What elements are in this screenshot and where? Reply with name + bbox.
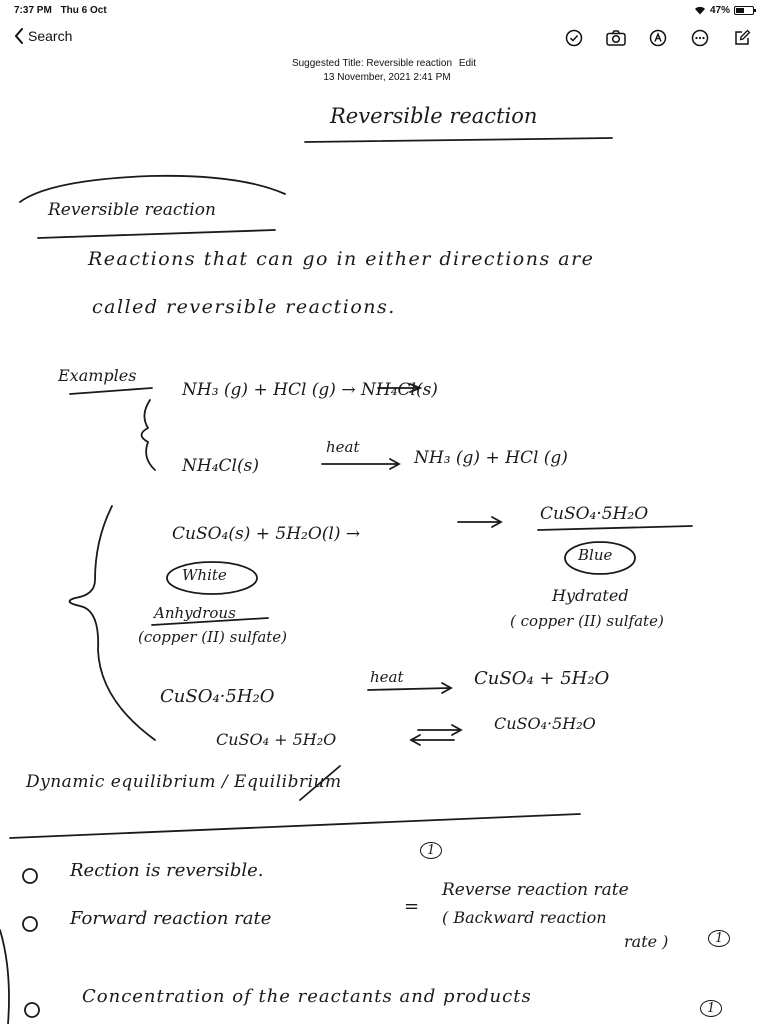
section-heading: Reversible reaction — [48, 200, 216, 220]
point-2-right-cont-2: rate ) — [624, 932, 669, 951]
examples-underline — [70, 388, 152, 394]
checkmark-circle-icon — [565, 29, 583, 47]
example-2-right: NH₃ (g) + HCl (g) — [414, 448, 568, 468]
battery-icon — [734, 6, 754, 15]
point-2-right: Reverse reaction rate — [442, 880, 629, 900]
point-2: Forward reaction rate — [70, 908, 272, 929]
examples-label: Examples — [58, 366, 137, 385]
edit-title-button[interactable]: Edit — [458, 58, 477, 69]
dynamic-equilibrium-heading: Dynamic equilibrium / Equilibrium — [26, 772, 342, 792]
blue-label: Blue — [578, 546, 613, 564]
suggested-title-text: Suggested Title: Reversible reaction — [291, 58, 453, 69]
checklist-button[interactable] — [562, 26, 586, 50]
point-2-equals: = — [404, 896, 420, 917]
status-bar — [0, 0, 768, 20]
compose-button[interactable] — [730, 26, 754, 50]
status-time: 7:37 PM — [14, 5, 52, 16]
wifi-icon — [694, 6, 706, 15]
left-edge-curve — [0, 930, 9, 1024]
hydrated-label: Hydrated — [552, 586, 629, 605]
compose-icon — [733, 29, 751, 47]
section-box-curve — [20, 176, 285, 202]
heat-arrow-2 — [368, 688, 450, 690]
more-icon — [691, 29, 709, 47]
status-right — [694, 5, 754, 16]
example-5-left: CuSO₄ + 5H₂O — [216, 730, 337, 749]
nav-bar — [0, 22, 768, 56]
definition-line-2: called reversible reactions. — [92, 296, 396, 318]
point-3-mark: 1 — [700, 1000, 722, 1017]
dynamic-underline — [10, 814, 580, 838]
note-toolbar — [562, 26, 754, 50]
example-1: NH₃ (g) + HCl (g) → NH₄Cl(s) — [182, 380, 438, 400]
point-2-mark: 1 — [708, 930, 730, 947]
bullet-3-icon — [25, 1003, 39, 1017]
brace-1 — [142, 400, 156, 470]
back-button-label: Search — [28, 28, 73, 44]
more-button[interactable] — [688, 26, 712, 50]
section-heading-underline — [38, 230, 275, 238]
heat-label-1: heat — [326, 438, 360, 456]
chevron-left-icon — [14, 28, 24, 44]
status-time-date — [14, 5, 107, 16]
markup-pen-icon — [649, 29, 667, 47]
point-1: Rection is reversible. — [70, 860, 264, 881]
point-1-mark: 1 — [420, 842, 442, 859]
anhydrous-description: (copper (II) sulfate) — [138, 628, 288, 646]
bullet-1-icon — [23, 869, 37, 883]
note-header — [0, 58, 768, 83]
long-brace — [70, 506, 155, 740]
battery-percent: 47% — [709, 5, 730, 16]
example-3-right: CuSO₄·5H₂O — [540, 504, 649, 524]
heat-label-2: heat — [370, 668, 404, 686]
back-button[interactable] — [14, 28, 72, 44]
example-5-right: CuSO₄·5H₂O — [494, 714, 596, 733]
example-4-left: CuSO₄·5H₂O — [160, 686, 275, 707]
page-title: Reversible reaction — [330, 104, 538, 128]
handwritten-note-canvas[interactable] — [0, 90, 768, 1024]
point-3: Concentration of the reactants and products — [82, 986, 532, 1007]
camera-button[interactable] — [604, 26, 628, 50]
camera-icon — [606, 30, 626, 46]
title-underline — [305, 138, 612, 142]
example-4-right: CuSO₄ + 5H₂O — [474, 668, 610, 689]
white-label: White — [182, 566, 227, 584]
hydrated-description: ( copper (II) sulfate) — [510, 612, 664, 630]
example-3-left: CuSO₄(s) + 5H₂O(l) → — [172, 524, 361, 544]
pen-strokes — [0, 90, 768, 1024]
point-2-right-cont: ( Backward reaction — [442, 908, 607, 927]
example-2-left: NH₄Cl(s) — [182, 456, 259, 476]
bullet-2-icon — [23, 917, 37, 931]
suggested-title — [0, 58, 768, 69]
markup-button[interactable] — [646, 26, 670, 50]
anhydrous-label: Anhydrous — [154, 604, 236, 622]
definition-line-1: Reactions that can go in either directions are — [88, 248, 595, 270]
hydrate-underline — [538, 526, 692, 530]
note-date: 13 November, 2021 2:41 PM — [323, 72, 451, 83]
status-date: Thu 6 Oct — [60, 5, 107, 16]
